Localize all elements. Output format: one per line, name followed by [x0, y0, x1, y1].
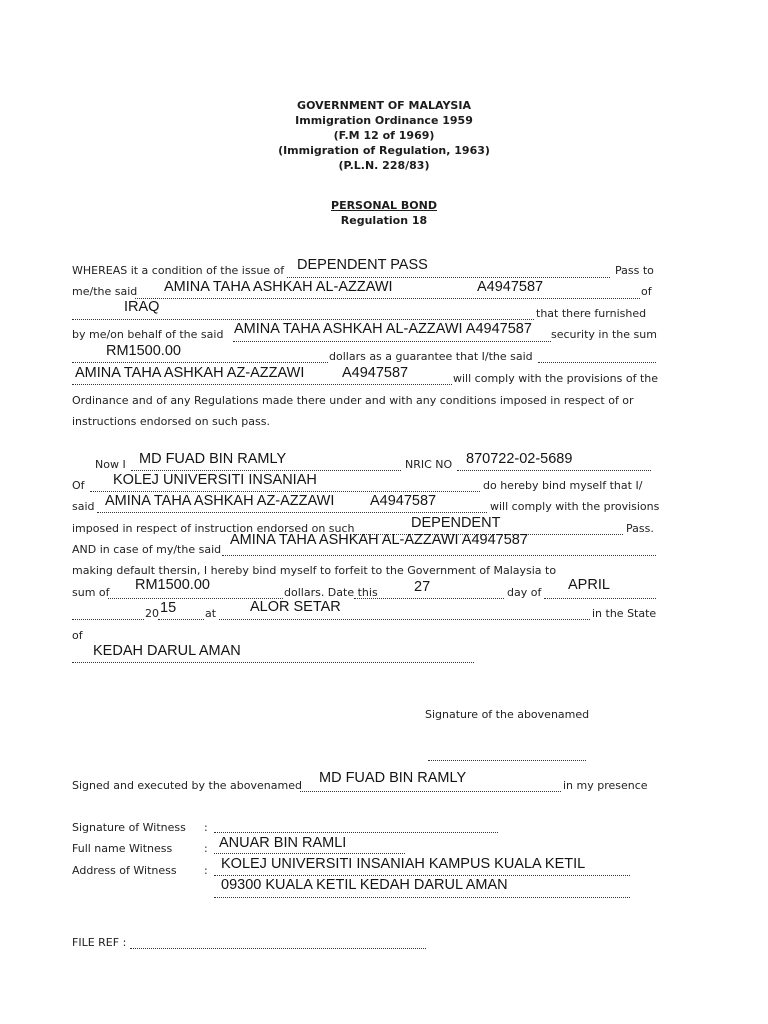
filled-witness-name: ANUAR BIN RAMLI: [219, 835, 347, 851]
filled-country: IRAQ: [124, 299, 160, 315]
filled-passport-4: A4947587: [370, 493, 437, 509]
header-fm: (F.M 12 of 1969): [333, 129, 435, 142]
said-text-2: said: [72, 500, 95, 513]
signature-abovenamed-label: Signature of the abovenamed: [425, 708, 590, 721]
header-pln: (P.L.N. 228/83): [338, 159, 430, 172]
filled-pass-type: DEPENDENT PASS: [297, 257, 428, 273]
month-line: [544, 597, 656, 599]
filled-day: 27: [414, 579, 431, 595]
dollars-date-text: dollars. Date this: [284, 586, 378, 599]
in-the-state-text: in the State: [592, 607, 657, 620]
witness-address-line-2: [214, 896, 630, 898]
that-there-furnished-text: that there furnished: [536, 307, 647, 320]
file-ref-label: FILE REF :: [72, 936, 127, 949]
amount-line-1: [72, 361, 328, 363]
of-text-3: of: [72, 629, 83, 642]
in-my-presence-text: in my presence: [563, 779, 648, 792]
at-text: at: [205, 607, 217, 620]
and-in-case-text: AND in case of my/the said: [72, 543, 222, 556]
filled-name-1: AMINA TAHA ASHKAH AL-AZZAWI: [164, 279, 393, 295]
instructions-text: instructions endorsed on such pass.: [72, 415, 270, 428]
security-text: security in the sum: [551, 328, 657, 341]
nric-no-text: NRIC NO: [405, 458, 453, 471]
dollars-guarantee-text: dollars as a guarantee that I/the said: [329, 350, 533, 363]
filled-institution: KOLEJ UNIVERSITI INSANIAH: [113, 472, 317, 488]
filled-state: KEDAH DARUL AMAN: [93, 643, 241, 659]
filled-name-passport-5: AMINA TAHA ASHKAH AL-AZZAWI A4947587: [230, 532, 528, 548]
place-line: [219, 618, 590, 620]
of-text-1: of: [641, 285, 652, 298]
filled-passport-3: A4947587: [342, 365, 409, 381]
year-prefix-line: [72, 618, 144, 620]
witness-address-line-1: [214, 874, 630, 876]
signature-witness-label: Signature of Witness: [72, 821, 186, 834]
pass-to-text: Pass to: [615, 264, 654, 277]
header-government: GOVERNMENT OF MALAYSIA: [297, 99, 471, 112]
filled-year: 15: [160, 600, 177, 616]
making-default-text: making default thersin, I hereby bind myself to forfeit to the Government of Malaysia to: [72, 564, 557, 577]
will-comply-text-1: will comply with the provisions of the: [453, 372, 659, 385]
signed-by-line: [300, 790, 561, 792]
header-immigration-regulation: (Immigration of Regulation, 1963): [278, 144, 490, 157]
pass-end-text: Pass.: [626, 522, 654, 535]
nric-line: [457, 469, 651, 471]
do-hereby-text: do hereby bind myself that I/: [483, 479, 643, 492]
filled-pass-type-2: DEPENDENT: [411, 515, 501, 531]
whereas-text: WHEREAS it a condition of the issue of: [72, 264, 285, 277]
filled-place: ALOR SETAR: [250, 599, 341, 615]
colon-1: :: [204, 821, 208, 834]
witness-signature-line: [214, 831, 498, 833]
sum-of-text: sum of: [72, 586, 110, 599]
country-line: [72, 318, 534, 320]
guarantor-line: [131, 469, 401, 471]
header-ordinance: Immigration Ordinance 1959: [295, 114, 473, 127]
filled-witness-address-1: KOLEJ UNIVERSITI INSANIAH KAMPUS KUALA KETIL: [221, 856, 586, 872]
filled-amount-2: RM1500.00: [135, 577, 210, 593]
filled-passport-1: A4947587: [477, 279, 544, 295]
address-witness-label: Address of Witness: [72, 864, 177, 877]
day-line: [354, 597, 504, 599]
filled-guarantor: MD FUAD BIN RAMLY: [139, 451, 287, 467]
filled-signed-by: MD FUAD BIN RAMLY: [319, 770, 467, 786]
filled-name-3: AMINA TAHA ASHKAH AZ-AZZAWI: [75, 365, 305, 381]
filled-month: APRIL: [568, 577, 610, 593]
signature-line: [428, 759, 586, 761]
filled-name-4: AMINA TAHA ASHKAH AZ-AZZAWI: [105, 493, 335, 509]
day-of-text: day of: [507, 586, 542, 599]
filled-name-passport-2: AMINA TAHA ASHKAH AL-AZZAWI A4947587: [234, 321, 532, 337]
file-ref-line: [130, 947, 426, 949]
institution-line: [90, 490, 480, 492]
document-title: PERSONAL BOND: [331, 199, 437, 212]
me-the-said-text: me/the said: [72, 285, 138, 298]
name-line-4: [97, 511, 487, 513]
twenty-text: 20: [145, 607, 159, 620]
of-text-2: Of: [72, 479, 85, 492]
witness-name-line: [214, 852, 405, 854]
colon-3: :: [204, 864, 208, 877]
colon-2: :: [204, 842, 208, 855]
ordinance-text: Ordinance and of any Regulations made there under and with any conditions imposed in respect of or: [72, 394, 634, 407]
name-line-2: [233, 340, 551, 342]
state-line: [72, 661, 474, 663]
will-comply-text-2: will comply with the provisions: [490, 500, 660, 513]
name-line-5: [222, 554, 656, 556]
filled-nric: 870722-02-5689: [466, 451, 573, 467]
name-line-1: [135, 297, 640, 299]
now-i-text: Now I: [95, 458, 126, 471]
filled-amount-1: RM1500.00: [106, 343, 181, 359]
guarantee-name-line: [538, 361, 656, 363]
filled-witness-address-2: 09300 KUALA KETIL KEDAH DARUL AMAN: [221, 877, 508, 893]
year-line: [158, 618, 204, 620]
by-me-on-behalf-text: by me/on behalf of the said: [72, 328, 224, 341]
imposed-text: imposed in respect of instruction endorsed on such: [72, 522, 355, 535]
full-name-witness-label: Full name Witness: [72, 842, 173, 855]
name-line-3: [72, 383, 452, 385]
pass-type-line: [287, 276, 610, 278]
regulation-number: Regulation 18: [340, 214, 428, 227]
signed-executed-text: Signed and executed by the abovenamed: [72, 779, 302, 792]
